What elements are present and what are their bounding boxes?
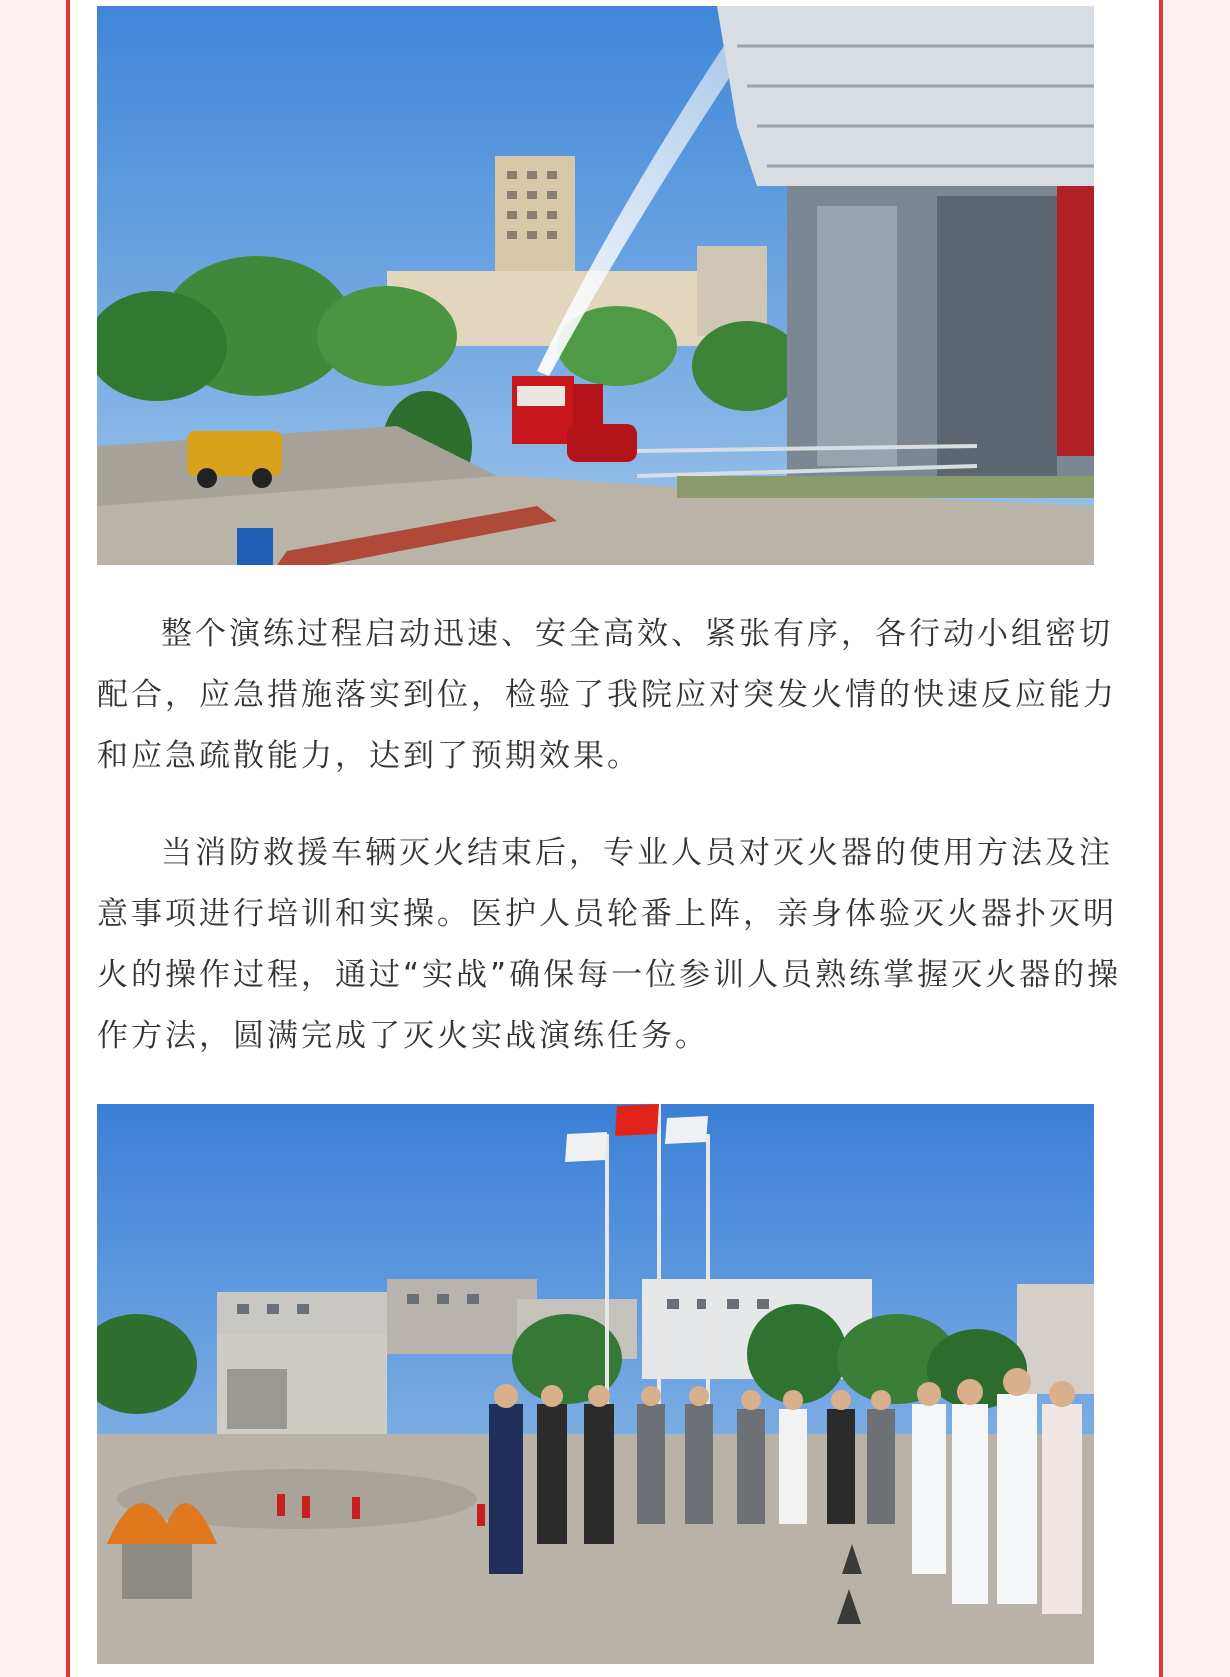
right-red-frame-line: [1159, 0, 1163, 1677]
photo-extinguisher-training: [97, 1104, 1094, 1664]
paragraph-extinguisher-training: 当消防救援车辆灭火结束后，专业人员对灭火器的使用方法及注意事项进行培训和实操。医护人员轮番上阵，亲身体验灭火器扑灭明火的操作过程，通过“实战”确保每一位参训人员熟练掌握灭火器的操作方法，圆满完成了灭火实战演练任务。: [97, 835, 1122, 1054]
paragraph-drill-summary: 整个演练过程启动迅速、安全高效、紧张有序，各行动小组密切配合，应急措施落实到位，检验了我院应对突发火情的快速反应能力和应急疏散能力，达到了预期效果。: [97, 616, 1117, 774]
left-red-frame-line: [66, 0, 70, 1677]
right-side-stripe: [1164, 0, 1230, 1677]
photo-fire-truck-spray: [97, 6, 1094, 565]
left-side-stripe: [0, 0, 66, 1677]
